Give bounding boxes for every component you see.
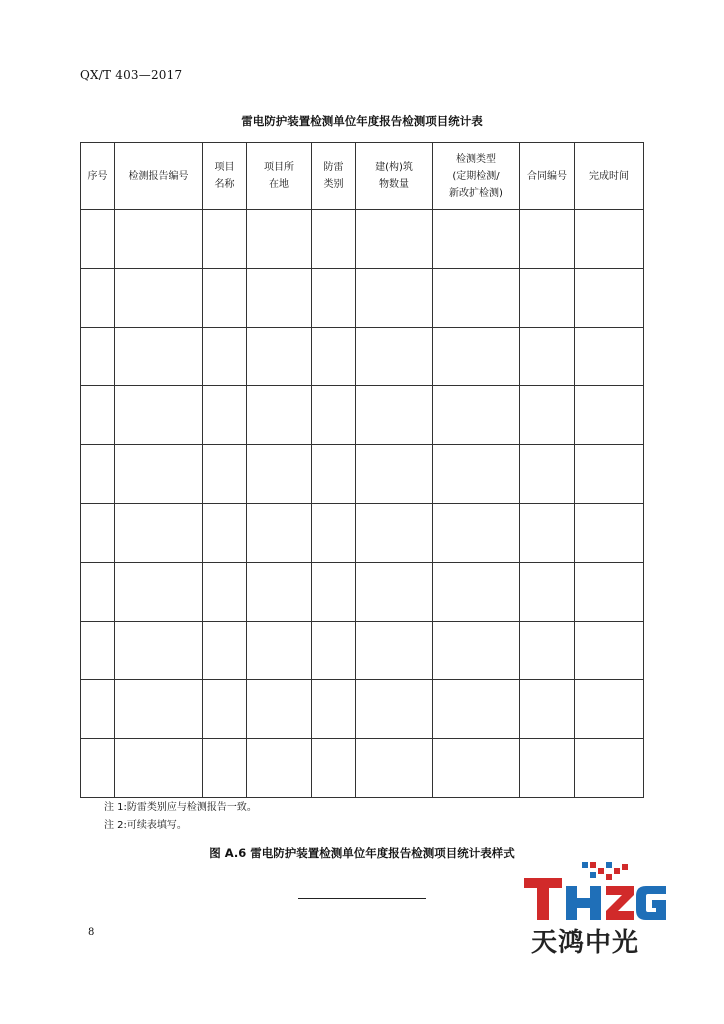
table-cell [115,327,203,386]
table-row [81,621,644,680]
table-cell [247,268,312,327]
table-cell [203,445,247,504]
table-row [81,268,644,327]
table-cell [520,739,575,798]
table-cell [115,739,203,798]
table-cell [433,680,520,739]
table-cell [433,503,520,562]
table-cell [356,680,433,739]
table-cell [81,621,115,680]
table-body [81,210,644,798]
table-cell [575,386,644,445]
table-cell [356,503,433,562]
table-cell [433,268,520,327]
table-cell [356,562,433,621]
table-cell [312,268,356,327]
table-row [81,327,644,386]
table-cell [81,268,115,327]
table-row [81,445,644,504]
table-cell [575,327,644,386]
table-cell [247,621,312,680]
column-header: 项目所 在地 [247,143,312,210]
table-cell [433,562,520,621]
table-cell [115,210,203,269]
table-cell [203,503,247,562]
table-cell [520,327,575,386]
table-cell [433,445,520,504]
column-header: 检测类型 (定期检测/ 新改扩检测) [433,143,520,210]
table-cell [520,680,575,739]
table-cell [203,621,247,680]
column-header: 序号 [81,143,115,210]
table-cell [81,680,115,739]
table-cell [575,268,644,327]
table-cell [520,621,575,680]
table-cell [356,445,433,504]
table-cell [247,386,312,445]
table-notes [104,799,257,835]
table-cell [203,210,247,269]
column-header: 完成时间 [575,143,644,210]
table-cell [520,503,575,562]
table-cell [520,386,575,445]
table-cell [81,739,115,798]
table-cell [247,562,312,621]
table-cell [520,445,575,504]
table-cell [81,210,115,269]
table-cell [312,210,356,269]
table-cell [115,445,203,504]
table-cell [356,327,433,386]
table-cell [356,386,433,445]
table-cell [115,503,203,562]
table-cell [356,268,433,327]
column-header: 检测报告编号 [115,143,203,210]
table-cell [520,562,575,621]
table-cell [115,621,203,680]
table-cell [203,562,247,621]
table-cell [115,268,203,327]
table-cell [356,210,433,269]
table-cell [247,680,312,739]
statistics-table [80,142,644,798]
table-cell [203,739,247,798]
column-header: 项目 名称 [203,143,247,210]
note-1: 注 1:防雷类别应与检测报告一致。 [104,802,257,813]
end-rule [298,898,426,899]
table-cell [115,386,203,445]
table-cell [433,210,520,269]
column-header: 合同编号 [520,143,575,210]
table-cell [81,327,115,386]
table-cell [575,445,644,504]
table-cell [433,621,520,680]
table-cell [433,327,520,386]
logo-pixel-pattern [582,862,628,880]
table-cell [203,327,247,386]
figure-caption: 图 A.6 雷电防护装置检测单位年度报告检测项目统计表样式 [209,846,515,860]
table-row [81,503,644,562]
table-row [81,739,644,798]
table-cell [575,739,644,798]
table-cell [81,445,115,504]
table-cell [312,445,356,504]
table-title: 雷电防护装置检测单位年度报告检测项目统计表 [241,114,483,128]
table-row [81,210,644,269]
table-cell [356,739,433,798]
table-cell [575,503,644,562]
table-cell [433,739,520,798]
table-cell [81,562,115,621]
table-row [81,562,644,621]
standard-code: QX/T 403—2017 [80,68,183,82]
logo-subtitle: 天鸿中光 [531,928,640,958]
table-cell [575,621,644,680]
table-cell [247,327,312,386]
table-cell [520,268,575,327]
table-row [81,386,644,445]
table-cell [247,739,312,798]
table-cell [312,503,356,562]
table-cell [312,327,356,386]
table-cell [247,445,312,504]
table-cell [575,680,644,739]
table-cell [247,210,312,269]
table-header-row [81,143,644,210]
table-cell [312,680,356,739]
table-cell [203,268,247,327]
note-2: 注 2:可续表填写。 [104,820,187,831]
table-cell [312,621,356,680]
table-cell [115,680,203,739]
page-number: 8 [88,927,95,938]
table-cell [312,386,356,445]
table-cell [356,621,433,680]
column-header: 防雷 类别 [312,143,356,210]
table-cell [81,386,115,445]
table-cell [203,386,247,445]
logo-wordmark [524,878,666,920]
table-cell [575,562,644,621]
table-cell [115,562,203,621]
table-cell [247,503,312,562]
table-cell [203,680,247,739]
table-cell [575,210,644,269]
table-cell [520,210,575,269]
table-cell [81,503,115,562]
table-cell [433,386,520,445]
table-row [81,680,644,739]
column-header: 建(构)筑 物数量 [356,143,433,210]
table-cell [312,739,356,798]
table-cell [312,562,356,621]
